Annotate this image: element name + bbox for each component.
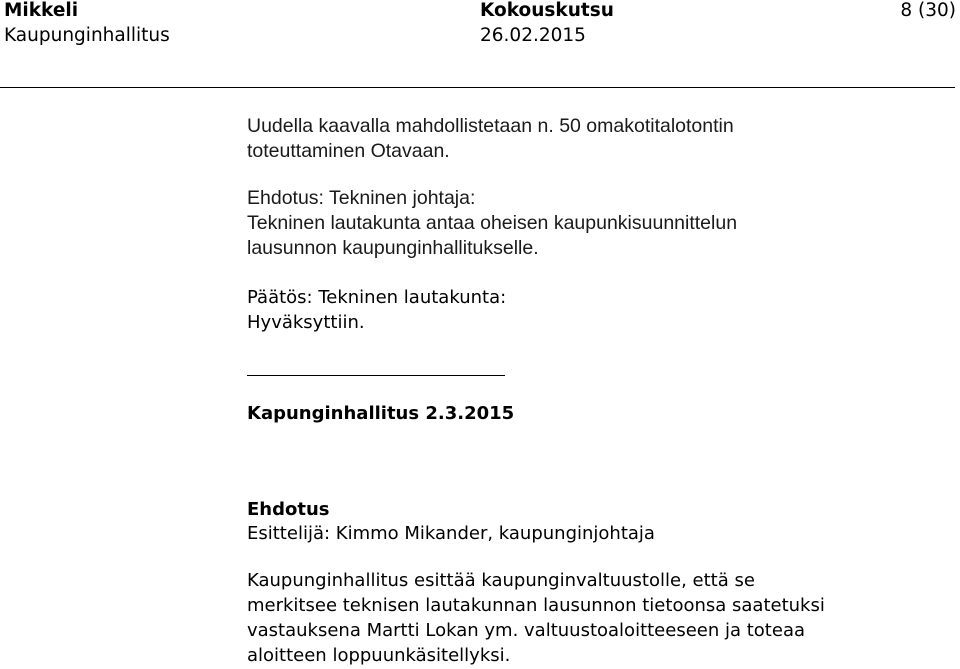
proposal-line-2: lausunnon kaupunginhallitukselle.: [247, 237, 539, 259]
decision-text: Hyväksyttiin.: [247, 312, 365, 333]
proposal-line-1: Tekninen lautakunta antaa oheisen kaupunkisuunnittelun: [247, 212, 738, 234]
organization-name: Mikkeli: [4, 0, 79, 21]
meeting-line-1: Kaupunginhallitus esittää kaupunginvaltuustolle, että se: [247, 570, 755, 591]
document-type: Kokouskutsu: [480, 0, 614, 21]
intro-line-1: Uudella kaavalla mahdollistetaan n. 50 omakotitalotontin: [247, 115, 734, 137]
meeting-proposal-label: Ehdotus: [247, 499, 330, 520]
meeting-proposal-text: [247, 568, 825, 668]
intro-line-2: toteuttaminen Otavaan.: [247, 140, 450, 162]
header-divider: [0, 87, 955, 88]
meeting-heading: Kapunginhallitus 2.3.2015: [247, 403, 515, 424]
proposal-block: [247, 186, 737, 261]
body-name: Kaupunginhallitus: [4, 25, 170, 46]
proposal-heading: Ehdotus: Tekninen johtaja:: [247, 187, 476, 209]
meeting-line-3: vastauksena Martti Lokan ym. valtuustoaloitteeseen ja toteaa: [247, 620, 805, 641]
section-divider: [247, 375, 505, 376]
meeting-line-4: aloitteen loppuunkäsitellyksi.: [247, 645, 511, 666]
decision-block: [247, 285, 506, 335]
meeting-line-2: merkitsee teknisen lautakunnan lausunnon tietoonsa saatetuksi: [247, 595, 825, 616]
presenter-line: Esittelijä: Kimmo Mikander, kaupunginjohtaja: [247, 523, 655, 544]
document-date: 26.02.2015: [480, 25, 586, 46]
intro-paragraph: [247, 114, 734, 164]
page-number: 8 (30): [900, 0, 956, 21]
decision-heading: Päätös: Tekninen lautakunta:: [247, 287, 507, 308]
